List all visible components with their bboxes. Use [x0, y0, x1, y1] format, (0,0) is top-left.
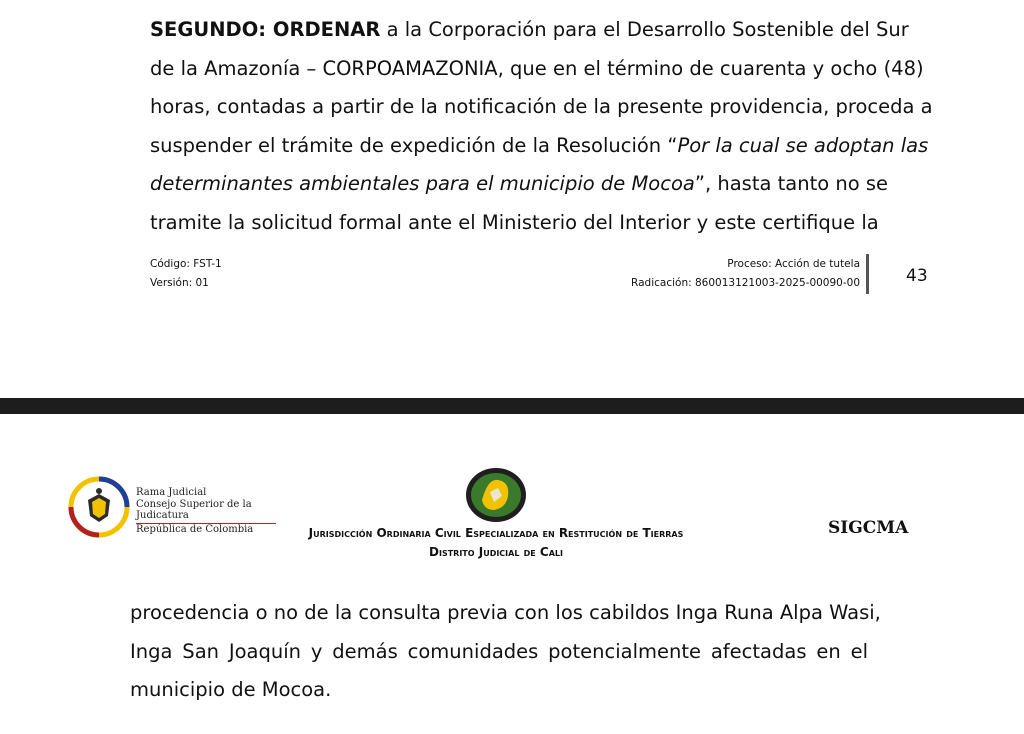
- restitucion-tierras-emblem-icon: [464, 466, 528, 524]
- text-segment: tramite la solicitud formal ante el Ministerio del Interior y este certifique la: [150, 210, 879, 234]
- resolution-paragraph: [150, 11, 933, 242]
- continuation-paragraph: [130, 594, 881, 710]
- jurisdiccion-header: [268, 524, 724, 562]
- jurisdiccion-title: Jurisdicción Ordinaria Civil Especializada en Restitución de Tierras: [308, 526, 684, 540]
- text-segment: horas, contadas a partir de la notificación de la presente providencia, proceda a: [150, 95, 933, 118]
- colombia-coat-of-arms-icon: [68, 476, 130, 538]
- text-segment: Inga San Joaquín y demás comunidades potencialmente afectadas en el: [130, 639, 868, 663]
- republica-title: República de Colombia: [136, 523, 254, 535]
- rama-judicial-block: [136, 487, 276, 535]
- text-line: [150, 50, 924, 89]
- text-line: [130, 594, 881, 633]
- footer-left: [150, 255, 222, 293]
- page-number: 43: [906, 266, 928, 286]
- text-line: [150, 165, 888, 204]
- distrito-title: Distrito Judicial de Cali: [429, 545, 563, 559]
- footer-proceso: Proceso: Acción de tutela: [727, 258, 860, 270]
- footer-version: Versión: 01: [150, 277, 209, 289]
- footer-codigo: Código: FST-1: [150, 258, 222, 270]
- text-line: [150, 11, 909, 50]
- consejo-superior-title: Consejo Superior de la Judicatura: [136, 499, 276, 524]
- text-segment: municipio de Mocoa.: [130, 678, 332, 701]
- footer-radicacion: Radicación: 860013121003-2025-00090-00: [631, 277, 860, 289]
- text-segment: suspender el trámite de expedición de la Resolución “: [150, 133, 678, 157]
- text-segment: procedencia o no de la consulta previa con los cabildos Inga Runa Alpa Wasi,: [130, 601, 881, 624]
- text-line: [150, 127, 929, 166]
- italic-text: Por la cual se adoptan las: [677, 133, 929, 157]
- page-separator: [0, 398, 1024, 414]
- rama-judicial-title: Rama Judicial: [136, 487, 207, 498]
- footer-divider: [866, 254, 869, 294]
- bold-text: SEGUNDO: ORDENAR: [150, 18, 381, 41]
- italic-text: determinantes ambientales para el municipio de Mocoa: [150, 172, 695, 195]
- footer-right: [631, 255, 860, 293]
- text-segment: a la Corporación para el Desarrollo Sostenible del Sur: [380, 18, 909, 41]
- text-segment: de la Amazonía – CORPOAMAZONIA, que en el término de cuarenta y ocho (48): [150, 56, 924, 80]
- text-line: [150, 204, 888, 243]
- sigcma-label: SIGCMA: [828, 518, 909, 538]
- text-line: [130, 671, 868, 710]
- text-line: [130, 633, 868, 672]
- text-line: [150, 88, 933, 127]
- text-segment: ”, hasta tanto no se: [694, 172, 888, 195]
